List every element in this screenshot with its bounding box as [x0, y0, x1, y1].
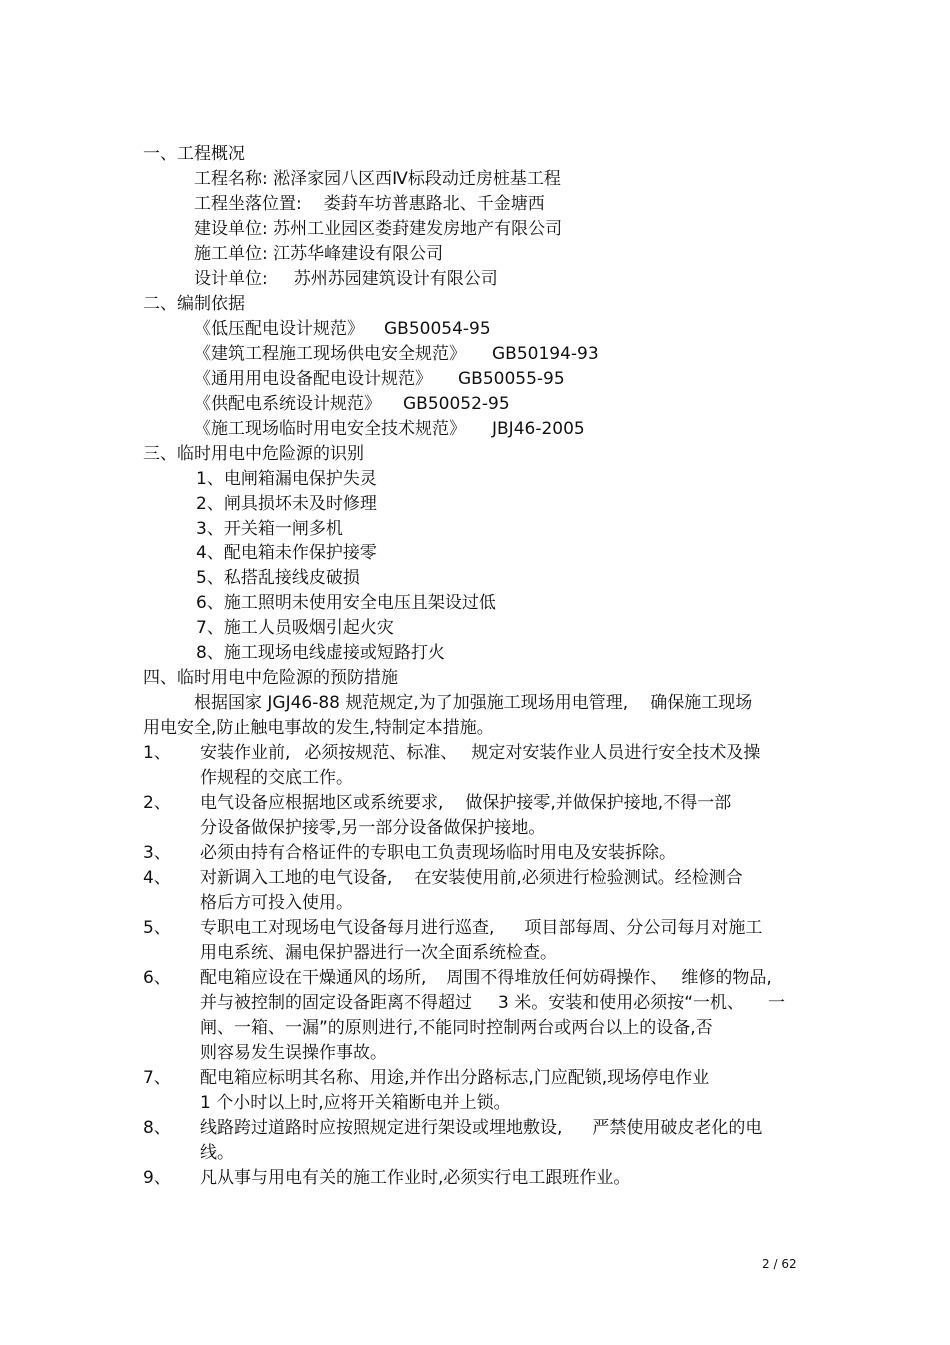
- measure-line: 1 个小时以上时,应将开关箱断电并上锁。: [200, 1093, 511, 1113]
- section-heading-2: 二、编制依据: [143, 294, 245, 314]
- project-info-row: [194, 242, 443, 266]
- measure-text: 配电箱应设在干燥通风的场所,: [200, 968, 427, 988]
- measure-number: 2、: [143, 793, 171, 813]
- page-current: 2: [762, 1257, 770, 1271]
- measure-text: 电气设备应根据地区或系统要求,: [200, 793, 444, 813]
- measure-text: 规定对安装作业人员进行安全技术及操: [471, 743, 761, 763]
- project-info-value: 江苏华峰建设有限公司: [273, 244, 444, 264]
- project-info-label: 工程名称:: [194, 169, 268, 189]
- standard-code: GB50194-93: [492, 344, 599, 364]
- standard-code: GB50052-95: [403, 394, 510, 414]
- measure-line: [200, 991, 785, 1015]
- page-total: 62: [781, 1257, 797, 1271]
- measure-number: 6、: [143, 968, 171, 988]
- measure-line: 则容易发生误操作事故。: [200, 1043, 387, 1063]
- project-info-row: [194, 192, 545, 216]
- intro-line: [194, 691, 752, 715]
- measure-text: 对新调入工地的电气设备,: [200, 868, 393, 888]
- measure-line: 凡从事与用电有关的施工作业时,必须实行电工跟班作业。: [200, 1168, 631, 1188]
- measure-text: 项目部每周、分公司每月对施工: [524, 918, 763, 938]
- standard-title: 《低压配电设计规范》: [194, 319, 364, 339]
- measure-number: 5、: [143, 918, 171, 938]
- page-number: [762, 1256, 797, 1272]
- page-separator: /: [773, 1257, 778, 1271]
- measure-number: 3、: [143, 843, 171, 863]
- project-info-value: 苏州苏园建筑设计有限公司: [293, 269, 498, 289]
- standard-row: [194, 417, 585, 441]
- measure-text: 必须按规范、标准、: [304, 743, 458, 763]
- project-info-label: 建设单位:: [194, 219, 268, 239]
- measure-text: 严禁使用破皮老化的电: [592, 1118, 763, 1138]
- measure-line: [200, 1116, 762, 1140]
- measure-number: 7、: [143, 1068, 171, 1088]
- intro-line: 用电安全,防止触电事故的发生,特制定本措施。: [143, 718, 494, 738]
- hazard-item: 2、闸具损坏未及时修理: [196, 494, 377, 514]
- measure-line: 配电箱应标明其名称、用途,并作出分路标志,门应配锁,现场停电作业: [200, 1068, 710, 1088]
- measure-number: 8、: [143, 1118, 171, 1138]
- section-heading-3: 三、临时用电中危险源的识别: [143, 444, 364, 464]
- measure-line: [200, 866, 743, 890]
- project-info-label: 设计单位:: [194, 269, 268, 289]
- measure-line: 用电系统、漏电保护器进行一次全面系统检查。: [200, 943, 557, 963]
- project-info-row: [194, 217, 562, 241]
- project-info-value: 苏州工业园区娄葑建发房地产有限公司: [273, 219, 563, 239]
- project-info-label: 施工单位:: [194, 244, 268, 264]
- measure-line: 分设备做保护接零,另一部分设备做保护接地。: [200, 818, 546, 838]
- hazard-item: 6、施工照明未使用安全电压且架设过低: [196, 593, 496, 613]
- measure-text: 专职电工对现场电气设备每月进行巡查,: [200, 918, 495, 938]
- hazard-item: 4、配电箱未作保护接零: [196, 543, 377, 563]
- project-info-row: [194, 267, 498, 291]
- measure-text: 并与被控制的固定设备距离不得超过: [200, 993, 472, 1013]
- standard-row: [194, 342, 599, 366]
- measure-number: 9、: [143, 1168, 171, 1188]
- measure-text: 一: [768, 993, 786, 1013]
- measure-text: 周围不得堆放任何妨碍操作、: [446, 968, 668, 988]
- measure-text: 线路跨过道路时应按照规定进行架设或埋地敷设,: [200, 1118, 563, 1138]
- standard-title: 《施工现场临时用电安全技术规范》: [194, 419, 466, 439]
- measure-number: 4、: [143, 868, 171, 888]
- section-heading-1: 一、工程概况: [143, 144, 245, 164]
- project-info-value: 淞泽家园八区西Ⅳ标段动迁房桩基工程: [273, 169, 561, 189]
- standard-code: GB50055-95: [458, 369, 565, 389]
- measure-line: 格后方可投入使用。: [200, 893, 353, 913]
- hazard-item: 7、施工人员吸烟引起火灾: [196, 618, 394, 638]
- standard-title: 《通用用电设备配电设计规范》: [194, 369, 432, 389]
- standard-code: JBJ46-2005: [492, 419, 585, 439]
- project-info-row: [194, 167, 561, 191]
- measure-text: 安装作业前,: [200, 743, 291, 763]
- hazard-item: 5、私搭乱接线皮破损: [196, 568, 360, 588]
- measure-line: 作规程的交底工作。: [200, 768, 353, 788]
- measure-line: 必须由持有合格证件的专职电工负责现场临时用电及安装拆除。: [200, 843, 676, 863]
- measure-line: 闸、一箱、一漏”的原则进行,不能同时控制两台或两台以上的设备,否: [200, 1018, 713, 1038]
- project-info-value: 娄葑车坊普惠路北、千金塘西: [323, 194, 545, 214]
- intro-text: 根据国家 JGJ46-88 规范规定,为了加强施工现场用电管理,: [194, 693, 629, 713]
- measure-line: [200, 791, 731, 815]
- standard-title: 《建筑工程施工现场供电安全规范》: [194, 344, 466, 364]
- measure-text: 在安装使用前,必须进行检验测试。经检测合: [414, 868, 743, 888]
- project-info-label: 工程坐落位置:: [194, 194, 302, 214]
- measure-text: 3 米。安装和使用必须按“一机、: [498, 993, 745, 1013]
- measure-text: 维修的物品,: [681, 968, 772, 988]
- standard-row: [194, 317, 491, 341]
- hazard-item: 3、开关箱一闸多机: [196, 519, 343, 539]
- measure-line: [200, 966, 772, 990]
- hazard-item: 1、电闸箱漏电保护失灵: [196, 469, 377, 489]
- standard-row: [194, 392, 510, 416]
- standard-row: [194, 367, 565, 391]
- intro-text: 确保施工现场: [650, 693, 753, 713]
- measure-line: [200, 916, 762, 940]
- measure-number: 1、: [143, 743, 171, 763]
- measure-line: [200, 741, 760, 765]
- section-heading-4: 四、临时用电中危险源的预防措施: [143, 668, 398, 688]
- measure-line: 线。: [200, 1143, 234, 1163]
- standard-code: GB50054-95: [384, 319, 491, 339]
- measure-text: 做保护接零,并做保护接地,不得一部: [465, 793, 732, 813]
- hazard-item: 8、施工现场电线虚接或短路打火: [196, 643, 445, 663]
- standard-title: 《供配电系统设计规范》: [194, 394, 381, 414]
